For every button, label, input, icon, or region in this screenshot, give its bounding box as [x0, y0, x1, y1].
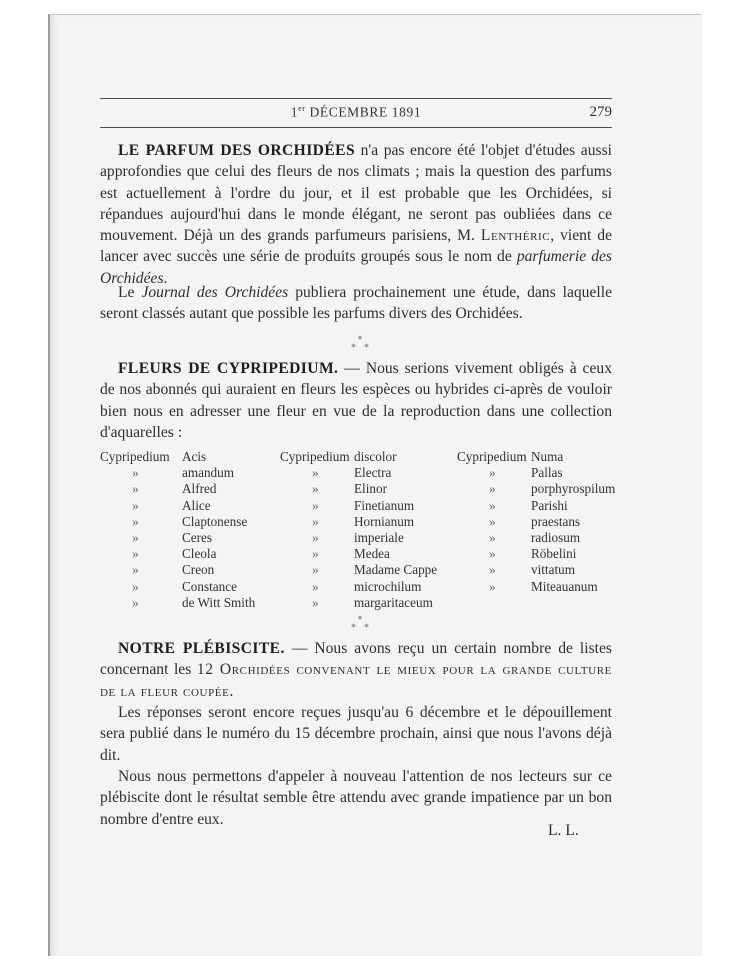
person-name: Lenthéric	[480, 227, 551, 245]
genus-label: Cypripedium	[457, 449, 527, 464]
ditto-mark: »	[489, 529, 496, 545]
species-name: Elinor	[354, 481, 387, 497]
species-name: Acis	[182, 449, 207, 464]
text: Nous nous permettons d'appeler à nouveau l'attention de nos lecteurs sur ce plébiscite dont le résultat semble être attendu avec grande impatience par un bon nombre d'entre eux.	[100, 768, 612, 828]
species-name: Finetianum	[354, 497, 415, 513]
species-name: imperiale	[354, 529, 404, 545]
species-name: praestans	[531, 513, 581, 529]
cypripedium-list	[100, 449, 620, 611]
ditto-mark: »	[132, 529, 139, 545]
species-name: vittatum	[531, 562, 575, 578]
genus-label: Cypripedium	[100, 449, 170, 464]
species-name: Medea	[354, 546, 390, 562]
header-rule-bottom	[100, 127, 612, 128]
ditto-mark: »	[132, 594, 139, 610]
species-name: microchilum	[354, 578, 422, 594]
date-ordinal: er	[298, 104, 306, 113]
star-icon: *	[364, 623, 369, 633]
section-title-cypripedium: FLEURS DE CYPRIPEDIUM.	[118, 360, 339, 377]
paragraph-journal	[100, 282, 612, 325]
ditto-mark: »	[489, 513, 496, 529]
species-name: de Witt Smith	[182, 594, 256, 610]
table-row	[100, 449, 620, 465]
text: — Nous serions vivement obligés à ceux de nos abonnés qui auraient en fleurs les espèces ou hybrides ci-après de vouloir bien nous en adresser une fleur en vue de la reproduction dans une collection d'aquarelles :	[100, 360, 612, 441]
ditto-mark: »	[132, 513, 139, 529]
species-name: Electra	[354, 465, 392, 481]
paragraph-reponses	[100, 702, 612, 766]
table-row	[100, 481, 620, 497]
small-caps-text: 12 Orchidées convenant le mieux pour la grande culture de la fleur coupée	[100, 661, 612, 700]
star-icon: *	[357, 615, 363, 625]
ditto-mark: »	[312, 562, 319, 578]
ditto-mark: »	[132, 546, 139, 562]
text: , vient de lancer avec succès une série de produits groupés sous le nom de	[100, 227, 613, 266]
species-name: porphyrospilum	[531, 481, 616, 497]
table-row	[100, 562, 620, 578]
genus-label: Cypripedium	[280, 449, 350, 464]
signature: L. L.	[548, 822, 579, 839]
ditto-mark: »	[312, 465, 319, 481]
paragraph-plebiscite	[100, 638, 612, 702]
species-name: amandum	[182, 465, 235, 481]
species-name: Parishi	[531, 497, 568, 513]
species-name: Alfred	[182, 481, 217, 497]
text: .	[163, 269, 168, 287]
ditto-mark: »	[132, 562, 139, 578]
table-row	[100, 546, 620, 562]
ditto-mark: »	[312, 513, 319, 529]
ditto-mark: »	[132, 497, 139, 513]
journal-title: Journal des Orchidées	[141, 284, 289, 301]
section-title-parfum: LE PARFUM DES ORCHIDÉES	[118, 142, 356, 159]
header-rule-top	[100, 98, 612, 99]
table-row	[100, 465, 620, 481]
ditto-mark: »	[489, 497, 496, 513]
species-name: Cleola	[182, 546, 217, 562]
table-row	[100, 579, 620, 595]
product-name: parfumerie des Orchidées	[100, 248, 612, 287]
ditto-mark: »	[132, 465, 139, 481]
ditto-mark: »	[312, 497, 319, 513]
header-date	[100, 104, 612, 121]
species-name: Miteauanum	[531, 578, 598, 594]
ditto-mark: »	[312, 594, 319, 610]
paragraph-parfum	[100, 140, 612, 289]
star-icon: *	[357, 335, 363, 345]
page-number: 279	[589, 104, 612, 120]
ditto-mark: »	[312, 529, 319, 545]
species-name: Creon	[182, 562, 215, 578]
ditto-mark: »	[312, 578, 319, 594]
ditto-mark: »	[489, 578, 496, 594]
ditto-mark: »	[312, 546, 319, 562]
species-name: Hornianum	[354, 513, 415, 529]
species-name: Ceres	[182, 529, 213, 545]
date-month-year: DÉCEMBRE 1891	[309, 104, 422, 120]
text: n'a pas encore été l'objet d'études aussi approfondies que celui des fleurs de nos climats ; mais la question des parfums est actuellement à l'ordre du jour, et il est probable que les Orchidées, si répandues aujourd'hui dans le monde élégant, ne seront pas oubliées dans ce mouvement. Déjà un des grands parfumeurs parisiens, M.	[100, 142, 612, 245]
paragraph-cypripedium	[100, 358, 612, 443]
text: .	[229, 682, 234, 700]
table-row	[100, 514, 620, 530]
star-icon: *	[351, 623, 356, 633]
ditto-mark: »	[132, 578, 139, 594]
section-separator	[330, 616, 390, 632]
species-name: radiosum	[531, 529, 581, 545]
table-row	[100, 498, 620, 514]
table-row	[100, 530, 620, 546]
species-name: Röbelini	[531, 546, 577, 562]
ditto-mark: »	[489, 465, 496, 481]
species-name: margaritaceum	[354, 594, 433, 610]
ditto-mark: »	[312, 481, 319, 497]
star-icon: *	[364, 343, 369, 353]
species-name: Pallas	[531, 465, 563, 481]
ditto-mark: »	[489, 562, 496, 578]
table-row	[100, 595, 620, 611]
species-name: Constance	[182, 578, 237, 594]
species-name: Alice	[182, 497, 211, 513]
section-title-plebiscite: NOTRE PLÉBISCITE.	[118, 640, 285, 657]
text: Le	[118, 284, 142, 301]
section-separator	[330, 336, 390, 352]
ditto-mark: »	[489, 546, 496, 562]
date-day: 1	[290, 104, 299, 120]
star-icon: *	[351, 343, 356, 353]
species-name: Claptonense	[182, 513, 248, 529]
ditto-mark: »	[489, 481, 496, 497]
paragraph-attention	[100, 766, 612, 830]
text: Les réponses seront encore reçues jusqu'au 6 décembre et le dépouillement sera publié dans le numéro du 15 décembre prochain, ainsi que nous l'avons déjà dit.	[100, 704, 612, 764]
species-name: Madame Cappe	[354, 562, 438, 578]
species-name: discolor	[354, 449, 397, 464]
text: — Nous avons reçu un certain nombre de listes concernant les	[100, 640, 612, 679]
species-name: Numa	[531, 449, 564, 464]
text: publiera prochainement une étude, dans laquelle seront classés autant que possible les parfums divers des Orchidées.	[100, 284, 612, 323]
ditto-mark: »	[132, 481, 139, 497]
